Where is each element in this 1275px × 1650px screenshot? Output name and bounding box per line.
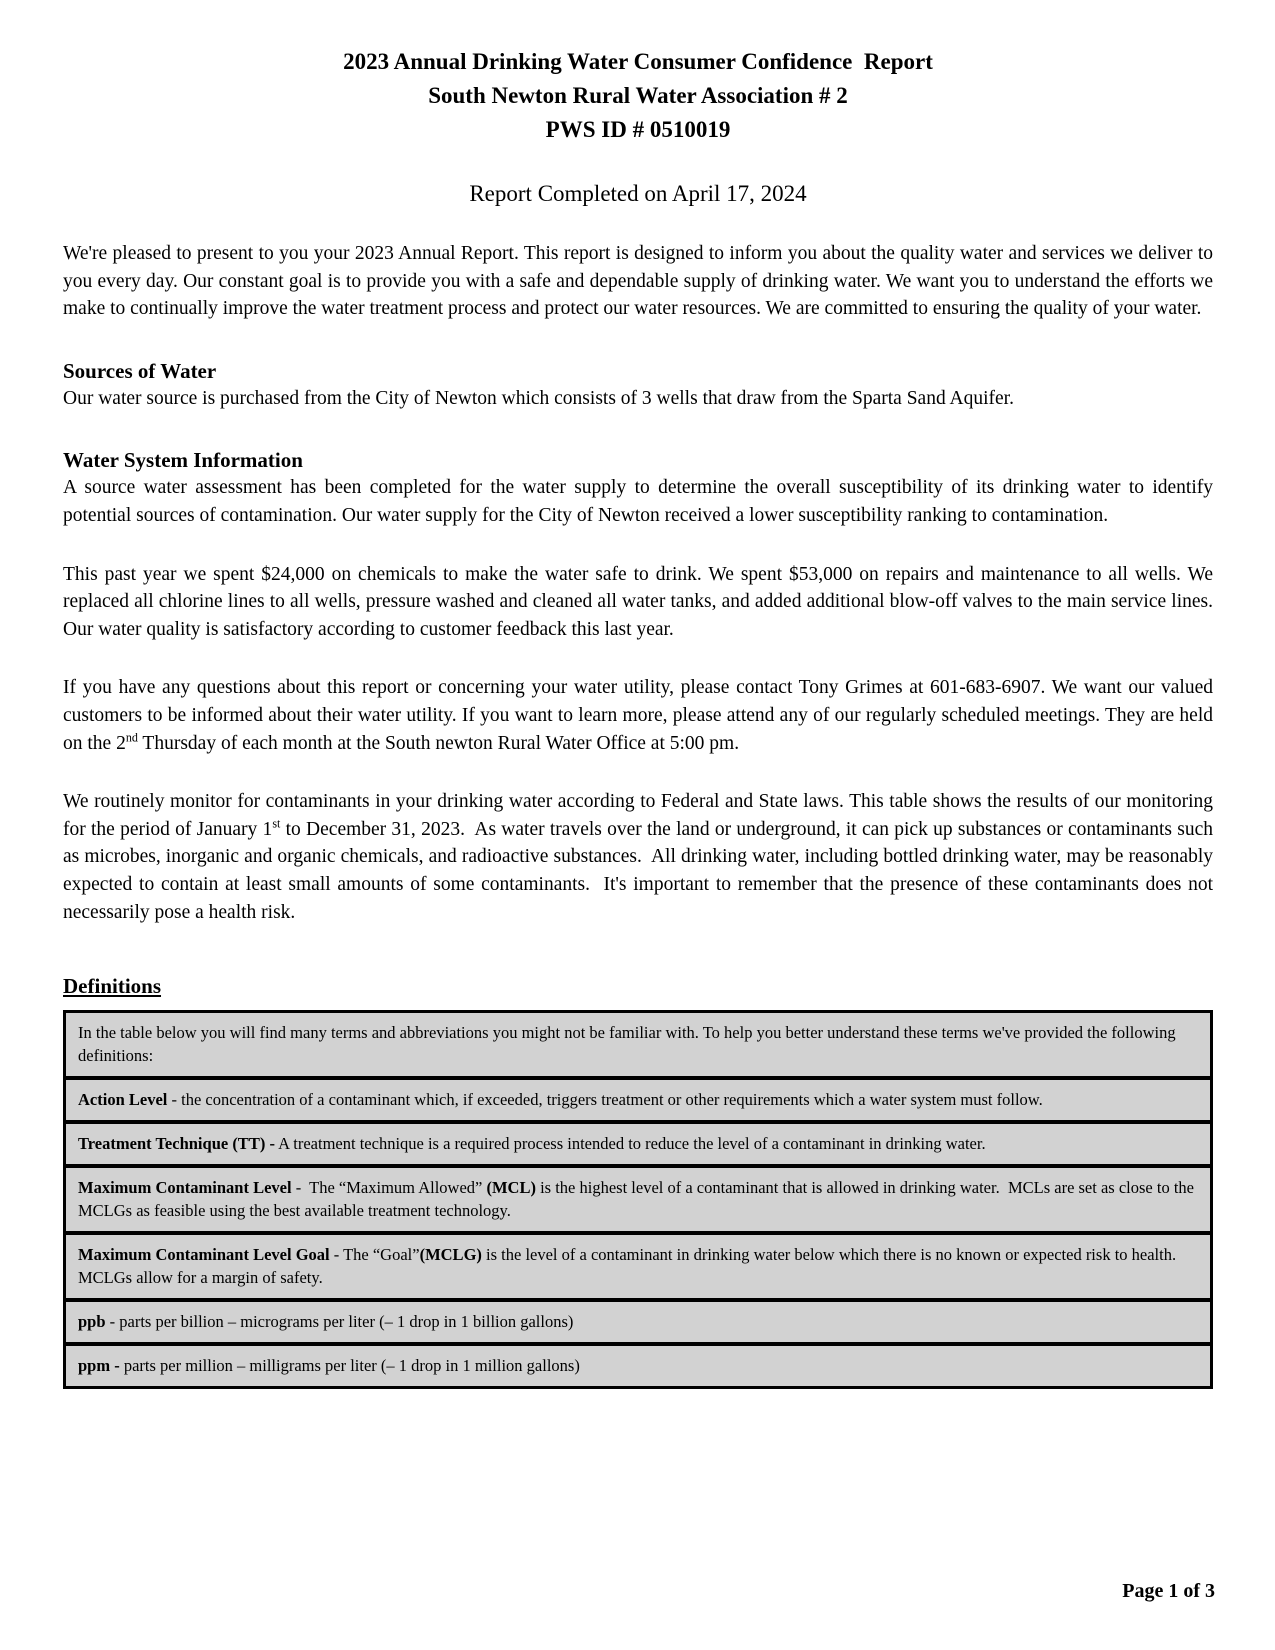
sources-of-water-heading: Sources of Water (63, 358, 217, 383)
page-footer: Page 1 of 3 (1122, 1580, 1215, 1602)
sources-of-water-body: Our water source is purchased from the City of Newton which consists of 3 wells that draw from the Sparta Sand Aquifer. (63, 387, 1014, 409)
page-title-line3: PWS ID # 0510019 (545, 117, 731, 142)
definitions-table (63, 1010, 1213, 1389)
title-block (63, 45, 1213, 147)
page-title-line1: 2023 Annual Drinking Water Consumer Confidence Report (343, 49, 933, 74)
definitions-heading: Definitions (63, 974, 162, 999)
definition-row-mcl: Maximum Contaminant Level - The “Maximum Allowed” (MCL) is the highest level of a contaminant that is allowed in drinking water. MCLs are set as close to the MCLGs as feasible using the best available treatment technology. (66, 1164, 1210, 1231)
contact-paragraph: If you have any questions about this report or concerning your water utility, please contact Tony Grimes at 601-683-6907. We want our valued customers to be informed about their water utility. If you want to learn more, please attend any of our regularly scheduled meetings. They are held on the 2nd Thursday of each month at the South newton Rural Water Office at 5:00 pm. (63, 677, 1218, 754)
page-title-line2: South Newton Rural Water Association # 2 (428, 83, 848, 108)
definition-row-intro: In the table below you will find many terms and abbreviations you might not be familiar with. To help you better understand these terms we've provided the following definitions: (78, 1023, 1180, 1066)
definition-row-mclg: Maximum Contaminant Level Goal - The “Goal”(MCLG) is the level of a contaminant in drinking water below which there is no known or expected risk to health. MCLGs allow for a margin of safety. (66, 1231, 1210, 1298)
intro-paragraph: We're pleased to present to you your 2023 Annual Report. This report is designed to inform you about the quality water and services we deliver to you every day. Our constant goal is to provide you with a safe and dependable supply of drinking water. We want you to understand the efforts we make to continually improve the water treatment process and protect our water resources. We are committed to ensuring the quality of your water. (63, 243, 1218, 320)
definition-row-ppm: ppm - parts per million – milligrams per liter (– 1 drop in 1 million gallons) (66, 1342, 1210, 1386)
water-system-information-heading: Water System Information (63, 448, 303, 473)
water-system-information-body: A source water assessment has been completed for the water supply to determine the overall susceptibility of its drinking water to identify potential sources of contamination. Our water supply for the City of Newton received a lower susceptibility ranking to contamination. (63, 477, 1218, 526)
definition-row-action-level: Action Level - the concentration of a contaminant which, if exceeded, triggers treatment or other requirements which a water system must follow. (66, 1076, 1210, 1120)
definition-row-treatment-technique: Treatment Technique (TT) - A treatment technique is a required process intended to reduce the level of a contaminant in drinking water. (66, 1120, 1210, 1164)
report-completed-line: Report Completed on April 17, 2024 (469, 181, 807, 206)
definition-row-ppb: ppb - parts per billion – micrograms per liter (– 1 drop in 1 billion gallons) (66, 1298, 1210, 1342)
monitoring-paragraph: We routinely monitor for contaminants in your drinking water according to Federal and State laws. This table shows the results of our monitoring for the period of January 1st to December 31, 2023. As water travels over the land or underground, it can pick up substances or contaminants such as microbes, inorganic and organic chemicals, and radioactive substances. All drinking water, including bottled drinking water, may be reasonably expected to contain at least small amounts of some contaminants. It's important to remember that the presence of these contaminants does not necessarily pose a health risk. (63, 791, 1218, 923)
spending-paragraph: This past year we spent $24,000 on chemicals to make the water safe to drink. We spent $53,000 on repairs and maintenance to all wells. We replaced all chlorine lines to all wells, pressure washed and cleaned all water tanks, and added additional blow-off valves to the main service lines. Our water quality is satisfactory according to customer feedback this last year. (63, 563, 1218, 640)
